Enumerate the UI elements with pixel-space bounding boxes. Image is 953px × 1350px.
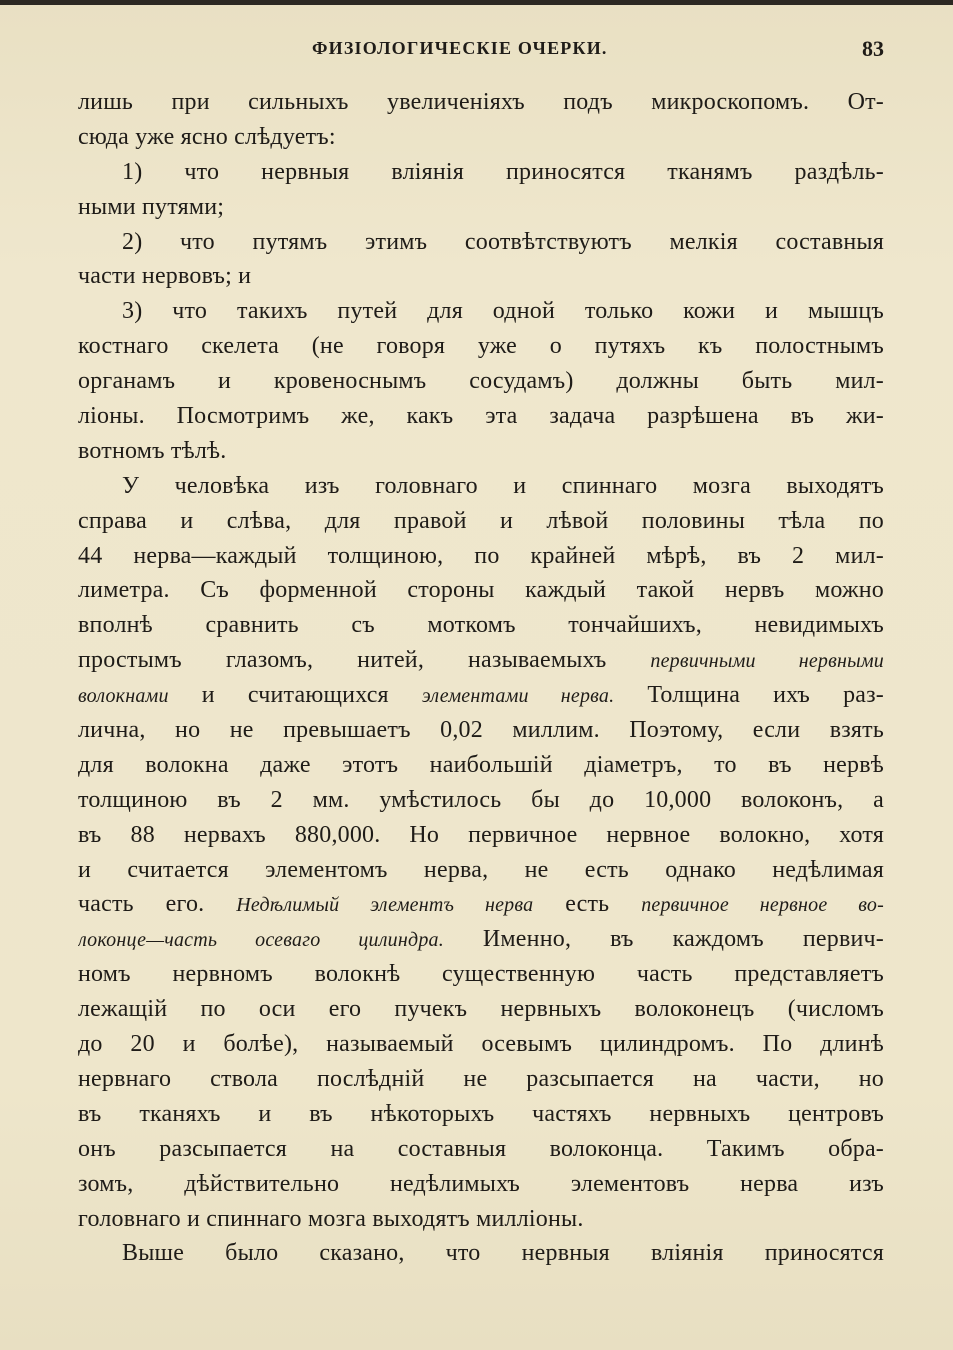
page-number: 83 (862, 36, 884, 61)
text-segment: лишь при сильныхъ увеличенiяхъ подъ микроскопомъ. От- (78, 89, 884, 115)
text-segment: 1) что нервныя влiянiя приносятся тканямъ раздѣль- (122, 158, 884, 185)
text-segment: въ 88 нервахъ 880,000. Но первичное нервное волокно, хотя (78, 821, 884, 848)
text-line (78, 399, 884, 434)
text-segment: онъ разсыпается на составныя волоконца. Такимъ обра- (78, 1135, 884, 1162)
running-head: ФИЗIОЛОГИЧЕСКIЕ ОЧЕРКИ. (312, 38, 608, 58)
text-line (78, 643, 884, 678)
text-line (78, 748, 884, 783)
text-segment: до 20 и болѣе), называемый осевымъ цилиндромъ. По длинѣ (78, 1031, 884, 1058)
text-segment: простымъ глазомъ, нитей, называемыхъ (78, 647, 651, 674)
text-segment: головнаго и спиннаго мозга выходятъ миллiоны. (78, 1205, 584, 1232)
text-line (78, 1236, 884, 1271)
text-segment: зомъ, дѣйствительно недѣлимыхъ элементовъ нерва изъ (78, 1170, 884, 1197)
text-segment: нервнаго ствола послѣднiй не разсыпается на части, но (78, 1065, 884, 1092)
text-line (78, 678, 884, 713)
text-segment: У человѣка изъ головнаго и спиннаго мозга выходятъ (122, 472, 884, 499)
italic-term: элементами нерва. (421, 685, 615, 708)
text-line (78, 259, 884, 294)
text-line (78, 853, 884, 888)
text-line (78, 1062, 884, 1097)
italic-term: первичными нервными (650, 650, 884, 673)
text-line (78, 469, 884, 504)
italic-term: первичное нервное во- (641, 894, 884, 917)
text-line (78, 922, 884, 957)
text-segment: лиметра. Съ форменной стороны каждый такой нервъ можно (78, 577, 884, 604)
text-line (78, 957, 884, 992)
text-line (78, 887, 884, 922)
page-header (78, 36, 884, 64)
text-segment: органамъ и кровеноснымъ сосудамъ) должны быть мил- (78, 368, 884, 395)
text-segment: Толщина ихъ раз- (614, 682, 884, 709)
text-segment: лежащiй по оси его пучекъ нервныхъ волоконецъ (числомъ (78, 996, 884, 1023)
italic-term: локонце—часть осеваго цилиндра. (78, 929, 444, 952)
text-segment: толщиною въ 2 мм. умѣстилось бы до 10,000 волоконъ, а (78, 786, 884, 813)
text-segment: и считающихся (168, 682, 422, 709)
body-text (78, 85, 884, 1271)
text-segment: Именно, въ каждомъ первич- (443, 926, 884, 953)
text-line (78, 434, 884, 469)
text-segment: вотномъ тѣлѣ. (78, 437, 227, 464)
text-segment: 3) что такихъ путей для одной только кожи и мышцъ (122, 298, 884, 325)
text-line (78, 1097, 884, 1132)
text-segment: сюда уже ясно слѣдуетъ: (78, 123, 336, 150)
text-segment: лична, но не превышаетъ 0,02 миллим. Поэтому, если взять (78, 717, 884, 744)
text-segment: часть его. (78, 891, 237, 918)
text-line (78, 294, 884, 329)
text-segment: для волокна даже этотъ наибольшiй дiаметръ, то въ нервѣ (78, 751, 884, 778)
italic-term: волокнами (78, 685, 169, 708)
text-line (78, 992, 884, 1027)
text-line (78, 783, 884, 818)
text-line (78, 504, 884, 539)
text-segment: справа и слѣва, для правой и лѣвой половины тѣла по (78, 507, 884, 534)
text-line (78, 1202, 884, 1237)
text-segment: лiоны. Посмотримъ же, какъ эта задача разрѣшена въ жи- (78, 403, 884, 430)
text-line (78, 713, 884, 748)
text-line (78, 120, 884, 155)
text-segment: Выше было сказано, что нервныя влiянiя приносятся (122, 1240, 884, 1267)
text-segment: костнаго скелета (не говоря уже о путяхъ къ полостнымъ (78, 333, 884, 360)
text-line (78, 85, 884, 120)
text-segment: части нервовъ; и (78, 263, 252, 290)
text-segment: вполнѣ сравнить съ моткомъ тончайшихъ, невидимыхъ (78, 612, 884, 639)
text-line (78, 225, 884, 260)
italic-term: Недѣлимый элементъ нерва (236, 894, 534, 917)
text-line (78, 329, 884, 364)
text-line (78, 573, 884, 608)
text-line (78, 539, 884, 574)
text-line (78, 364, 884, 399)
text-line (78, 1132, 884, 1167)
text-segment: 2) что путямъ этимъ соотвѣтствуютъ мелкiя составныя (122, 228, 884, 255)
text-segment: и считается элементомъ нерва, не есть однако недѣлимая (78, 856, 884, 883)
top-edge-rule (0, 0, 953, 5)
text-segment: 44 нерва—каждый толщиною, по крайней мѣрѣ, въ 2 мил- (78, 542, 884, 569)
text-segment: номъ нервномъ волокнѣ существенную часть представляетъ (78, 961, 884, 988)
text-line (78, 1027, 884, 1062)
text-line (78, 155, 884, 190)
text-line (78, 190, 884, 225)
text-line (78, 1167, 884, 1202)
text-segment: въ тканяхъ и въ нѣкоторыхъ частяхъ нервныхъ центровъ (78, 1100, 884, 1127)
text-line (78, 818, 884, 853)
text-line (78, 608, 884, 643)
text-segment: есть (533, 891, 642, 918)
text-segment: ными путями; (78, 193, 225, 220)
